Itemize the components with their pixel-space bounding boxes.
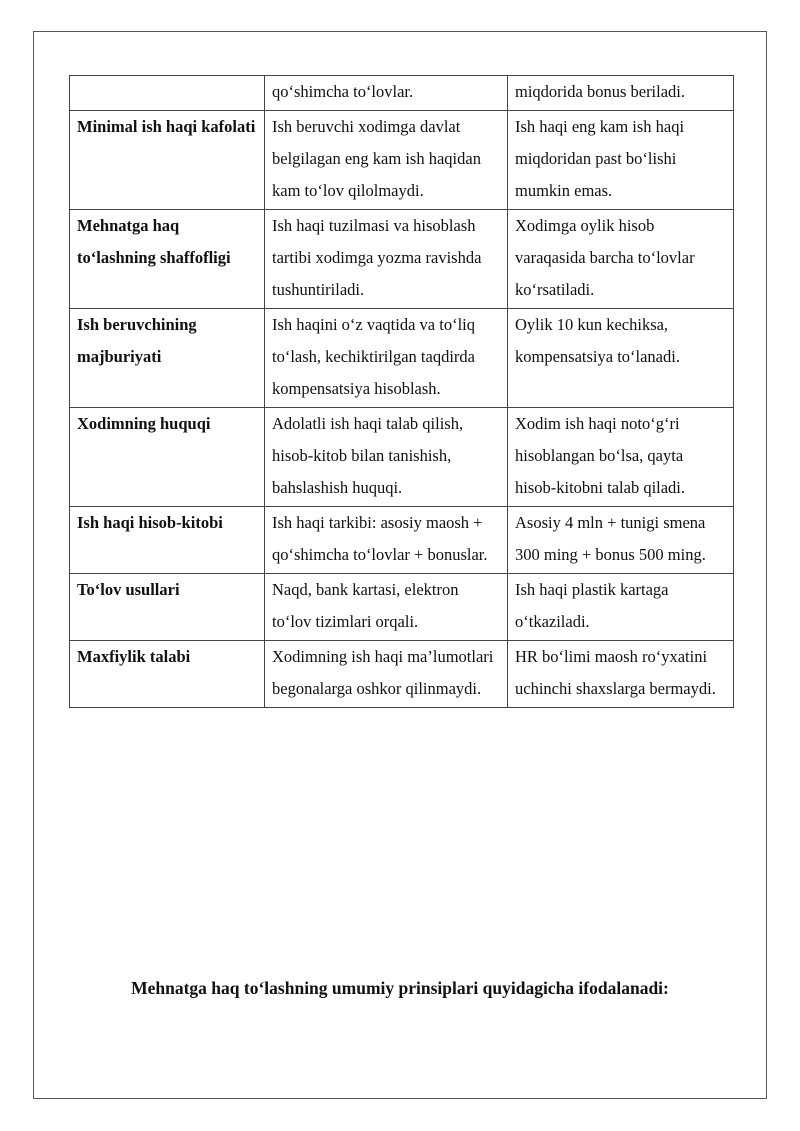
example-cell (508, 111, 734, 210)
section-heading: Mehnatga haq to‘lashning umumiy prinsiplari quyidagicha ifodalanadi: (131, 978, 669, 998)
term-cell (70, 210, 265, 309)
term-cell (70, 76, 265, 111)
term-text: Minimal ish haqi kafolati (77, 117, 256, 136)
example-cell (508, 507, 734, 574)
table-row (70, 111, 734, 210)
description-cell (265, 408, 508, 507)
term-text: Mehnatga haq to‘lashning shaffofligi (77, 216, 231, 267)
example-cell (508, 210, 734, 309)
term-cell (70, 309, 265, 408)
term-text: Ish haqi hisob-kitobi (77, 513, 223, 532)
example-text: Ish haqi plastik kartaga o‘tkaziladi. (515, 580, 669, 631)
table-row (70, 309, 734, 408)
example-text: Asosiy 4 mln + tunigi smena 300 ming + bonus 500 ming. (515, 513, 706, 564)
term-cell (70, 507, 265, 574)
table-row (70, 574, 734, 641)
description-cell (265, 76, 508, 111)
description-cell (265, 574, 508, 641)
term-cell (70, 574, 265, 641)
example-cell (508, 76, 734, 111)
example-text: Oylik 10 kun kechiksa, kompensatsiya to‘lanadi. (515, 315, 680, 366)
example-cell (508, 574, 734, 641)
description-text: Naqd, bank kartasi, elektron to‘lov tizimlari orqali. (272, 580, 459, 631)
description-cell (265, 507, 508, 574)
table-row (70, 76, 734, 111)
table-row (70, 507, 734, 574)
description-text: Ish beruvchi xodimga davlat belgilagan eng kam ish haqidan kam to‘lov qilolmaydi. (272, 117, 481, 200)
example-text: HR bo‘limi maosh ro‘yxatini uchinchi shaxslarga bermaydi. (515, 647, 716, 698)
term-text: To‘lov usullari (77, 580, 180, 599)
description-cell (265, 210, 508, 309)
term-cell (70, 111, 265, 210)
example-cell (508, 408, 734, 507)
principles-table (69, 75, 734, 708)
table-row (70, 408, 734, 507)
example-cell (508, 309, 734, 408)
description-text: Adolatli ish haqi talab qilish, hisob-kitob bilan tanishish, bahslashish huquqi. (272, 414, 464, 497)
example-text: Xodimga oylik hisob varaqasida barcha to‘lovlar ko‘rsatiladi. (515, 216, 695, 299)
table-row (70, 641, 734, 708)
example-text: miqdorida bonus beriladi. (515, 82, 686, 101)
description-cell (265, 641, 508, 708)
description-text: Ish haqi tuzilmasi va hisoblash tartibi xodimga yozma ravishda tushuntiriladi. (272, 216, 482, 299)
term-cell (70, 641, 265, 708)
description-cell (265, 111, 508, 210)
example-text: Xodim ish haqi noto‘g‘ri hisoblangan bo‘lsa, qayta hisob-kitobni talab qiladi. (515, 414, 686, 497)
term-text: Ish beruvchining majburiyati (77, 315, 197, 366)
description-text: Ish haqini o‘z vaqtida va to‘liq to‘lash, kechiktirilgan taqdirda kompensatsiya hisoblash. (272, 315, 475, 398)
description-text: Ish haqi tarkibi: asosiy maosh + qo‘shimcha to‘lovlar + bonuslar. (272, 513, 488, 564)
description-cell (265, 309, 508, 408)
term-cell (70, 408, 265, 507)
table-row (70, 210, 734, 309)
term-text: Maxfiylik talabi (77, 647, 191, 666)
description-text: Xodimning ish haqi ma’lumotlari begonalarga oshkor qilinmaydi. (272, 647, 494, 698)
term-text: Xodimning huquqi (77, 414, 211, 433)
description-text: qo‘shimcha to‘lovlar. (272, 82, 414, 101)
example-text: Ish haqi eng kam ish haqi miqdoridan past bo‘lishi mumkin emas. (515, 117, 685, 200)
example-cell (508, 641, 734, 708)
